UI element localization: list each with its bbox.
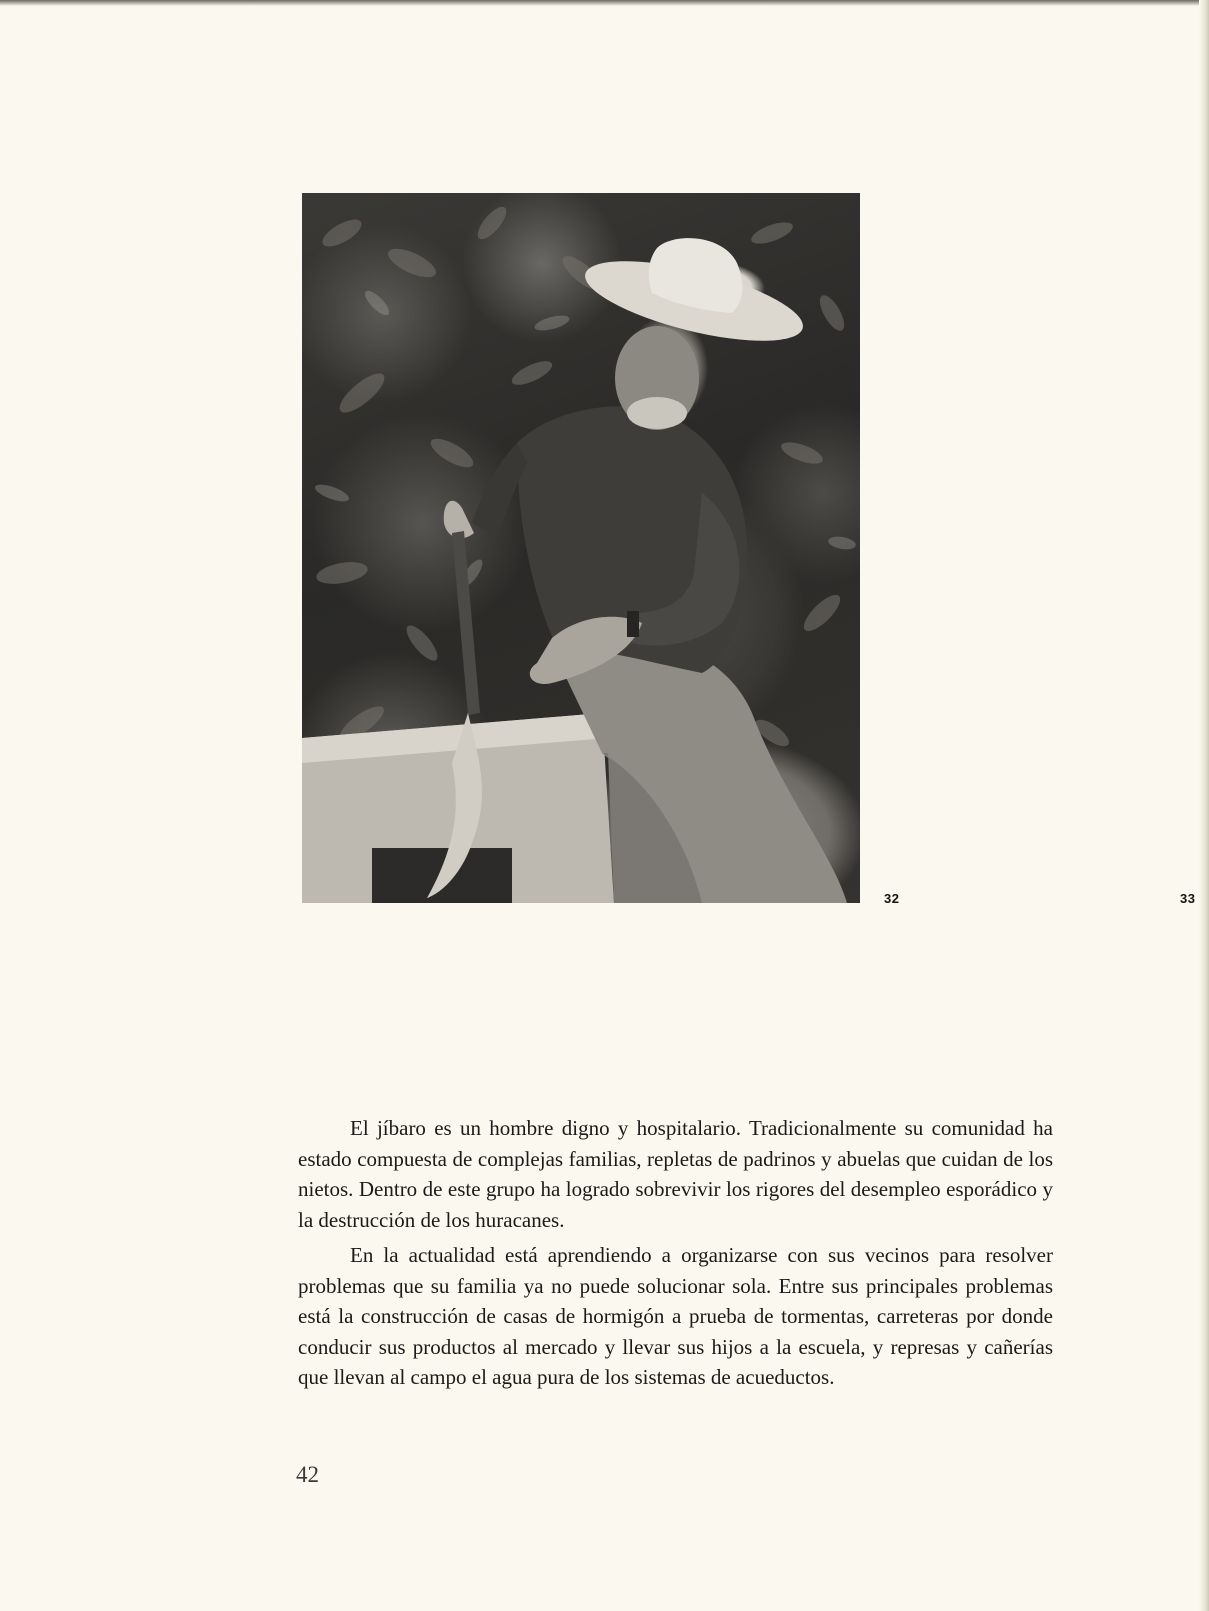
- page-number: 42: [296, 1462, 319, 1487]
- photo-icon: [302, 193, 860, 903]
- figure-number-32: 32: [884, 891, 900, 906]
- body-text: [298, 1113, 1053, 1398]
- paragraph-2: En la actualidad está aprendiendo a organizarse con sus vecinos para resolver problemas que su familia ya no puede solucionar sola. Entre sus principales problemas está la construcción de casas de hormigón a prueba de tormentas, carreteras por donde conducir sus productos al mercado y llevar sus hijos a la escuela, y represas y cañerías que llevan al campo el agua pura de los sistemas de acueductos.: [298, 1243, 1053, 1389]
- photograph-man-with-machete: [302, 193, 860, 903]
- page-top-edge: [0, 0, 1209, 6]
- paragraph-1: El jíbaro es un hombre digno y hospitalario. Tradicionalmente su comunidad ha estado compuesta de complejas familias, repletas de padrinos y abuelas que cuidan de los nietos. Dentro de este grupo ha logrado sobrevivir los rigores del desempleo esporádico y la destrucción de los huracanes.: [298, 1116, 1053, 1232]
- figure-number-33: 33: [1180, 891, 1196, 906]
- page-right-edge: [1199, 0, 1209, 1611]
